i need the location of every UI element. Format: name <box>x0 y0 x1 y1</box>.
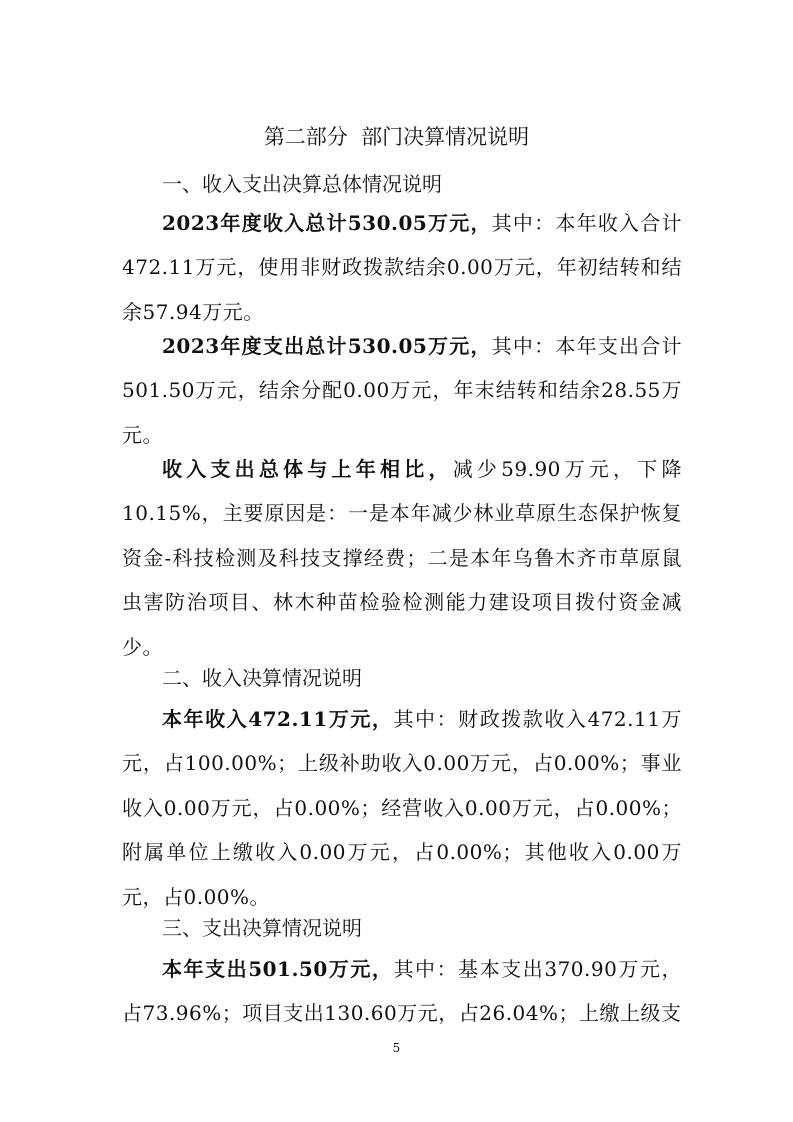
paragraph-lead: 2023年度收入总计530.05万元， <box>162 211 492 235</box>
page-number: 5 <box>392 1041 401 1055</box>
paragraph-text: 其中：本年支出合计501.50万元，结余分配0.00万元，年末结转和结余28.55万元。 <box>122 334 682 447</box>
paragraph-text: 其中：基本支出370.90万元，占73.96%；项目支出130.60万元，占26.04%；上缴上级支 <box>122 957 683 1026</box>
section3-heading: 三、支出决算情况说明 <box>162 916 362 940</box>
section2-paragraph-income-detail <box>122 697 682 919</box>
section1-paragraph-expense-total <box>122 324 682 457</box>
paragraph-text: 其中：本年收入合计472.11万元，使用非财政拨款结余0.00万元，年初结转和结余57.94万元。 <box>122 211 682 324</box>
section3-paragraph-expense-detail <box>122 947 682 1036</box>
paragraph-lead: 本年支出501.50万元， <box>162 957 394 981</box>
paragraph-lead: 收入支出总体与上年相比， <box>162 457 453 481</box>
section1-paragraph-income-total <box>122 201 682 334</box>
section1-paragraph-year-comparison <box>122 447 682 669</box>
paragraph-lead: 本年收入472.11万元， <box>162 707 394 731</box>
paragraph-lead: 2023年度支出总计530.05万元， <box>162 334 492 358</box>
paragraph-text: 减少59.90万元，下降10.15%，主要原因是：一是本年减少林业草原生态保护恢复资金-科技检测及科技支撑经费；二是本年乌鲁木齐市草原鼠虫害防治项目、林木种苗检验检测能力建设项目拨付资金减少。 <box>122 457 683 659</box>
paragraph-text: 其中：财政拨款收入472.11万元，占100.00%；上级补助收入0.00万元，占0.00%；事业收入0.00万元，占0.00%；经营收入0.00万元，占0.00%；附属单位上缴收入0.00万元，占0.00%；其他收入0.00万元，占0.00%。 <box>122 707 683 909</box>
section1-heading: 一、收入支出决算总体情况说明 <box>162 172 442 196</box>
document-title: 第二部分 部门决算情况说明 <box>263 125 530 149</box>
section2-heading: 二、收入决算情况说明 <box>162 666 362 690</box>
